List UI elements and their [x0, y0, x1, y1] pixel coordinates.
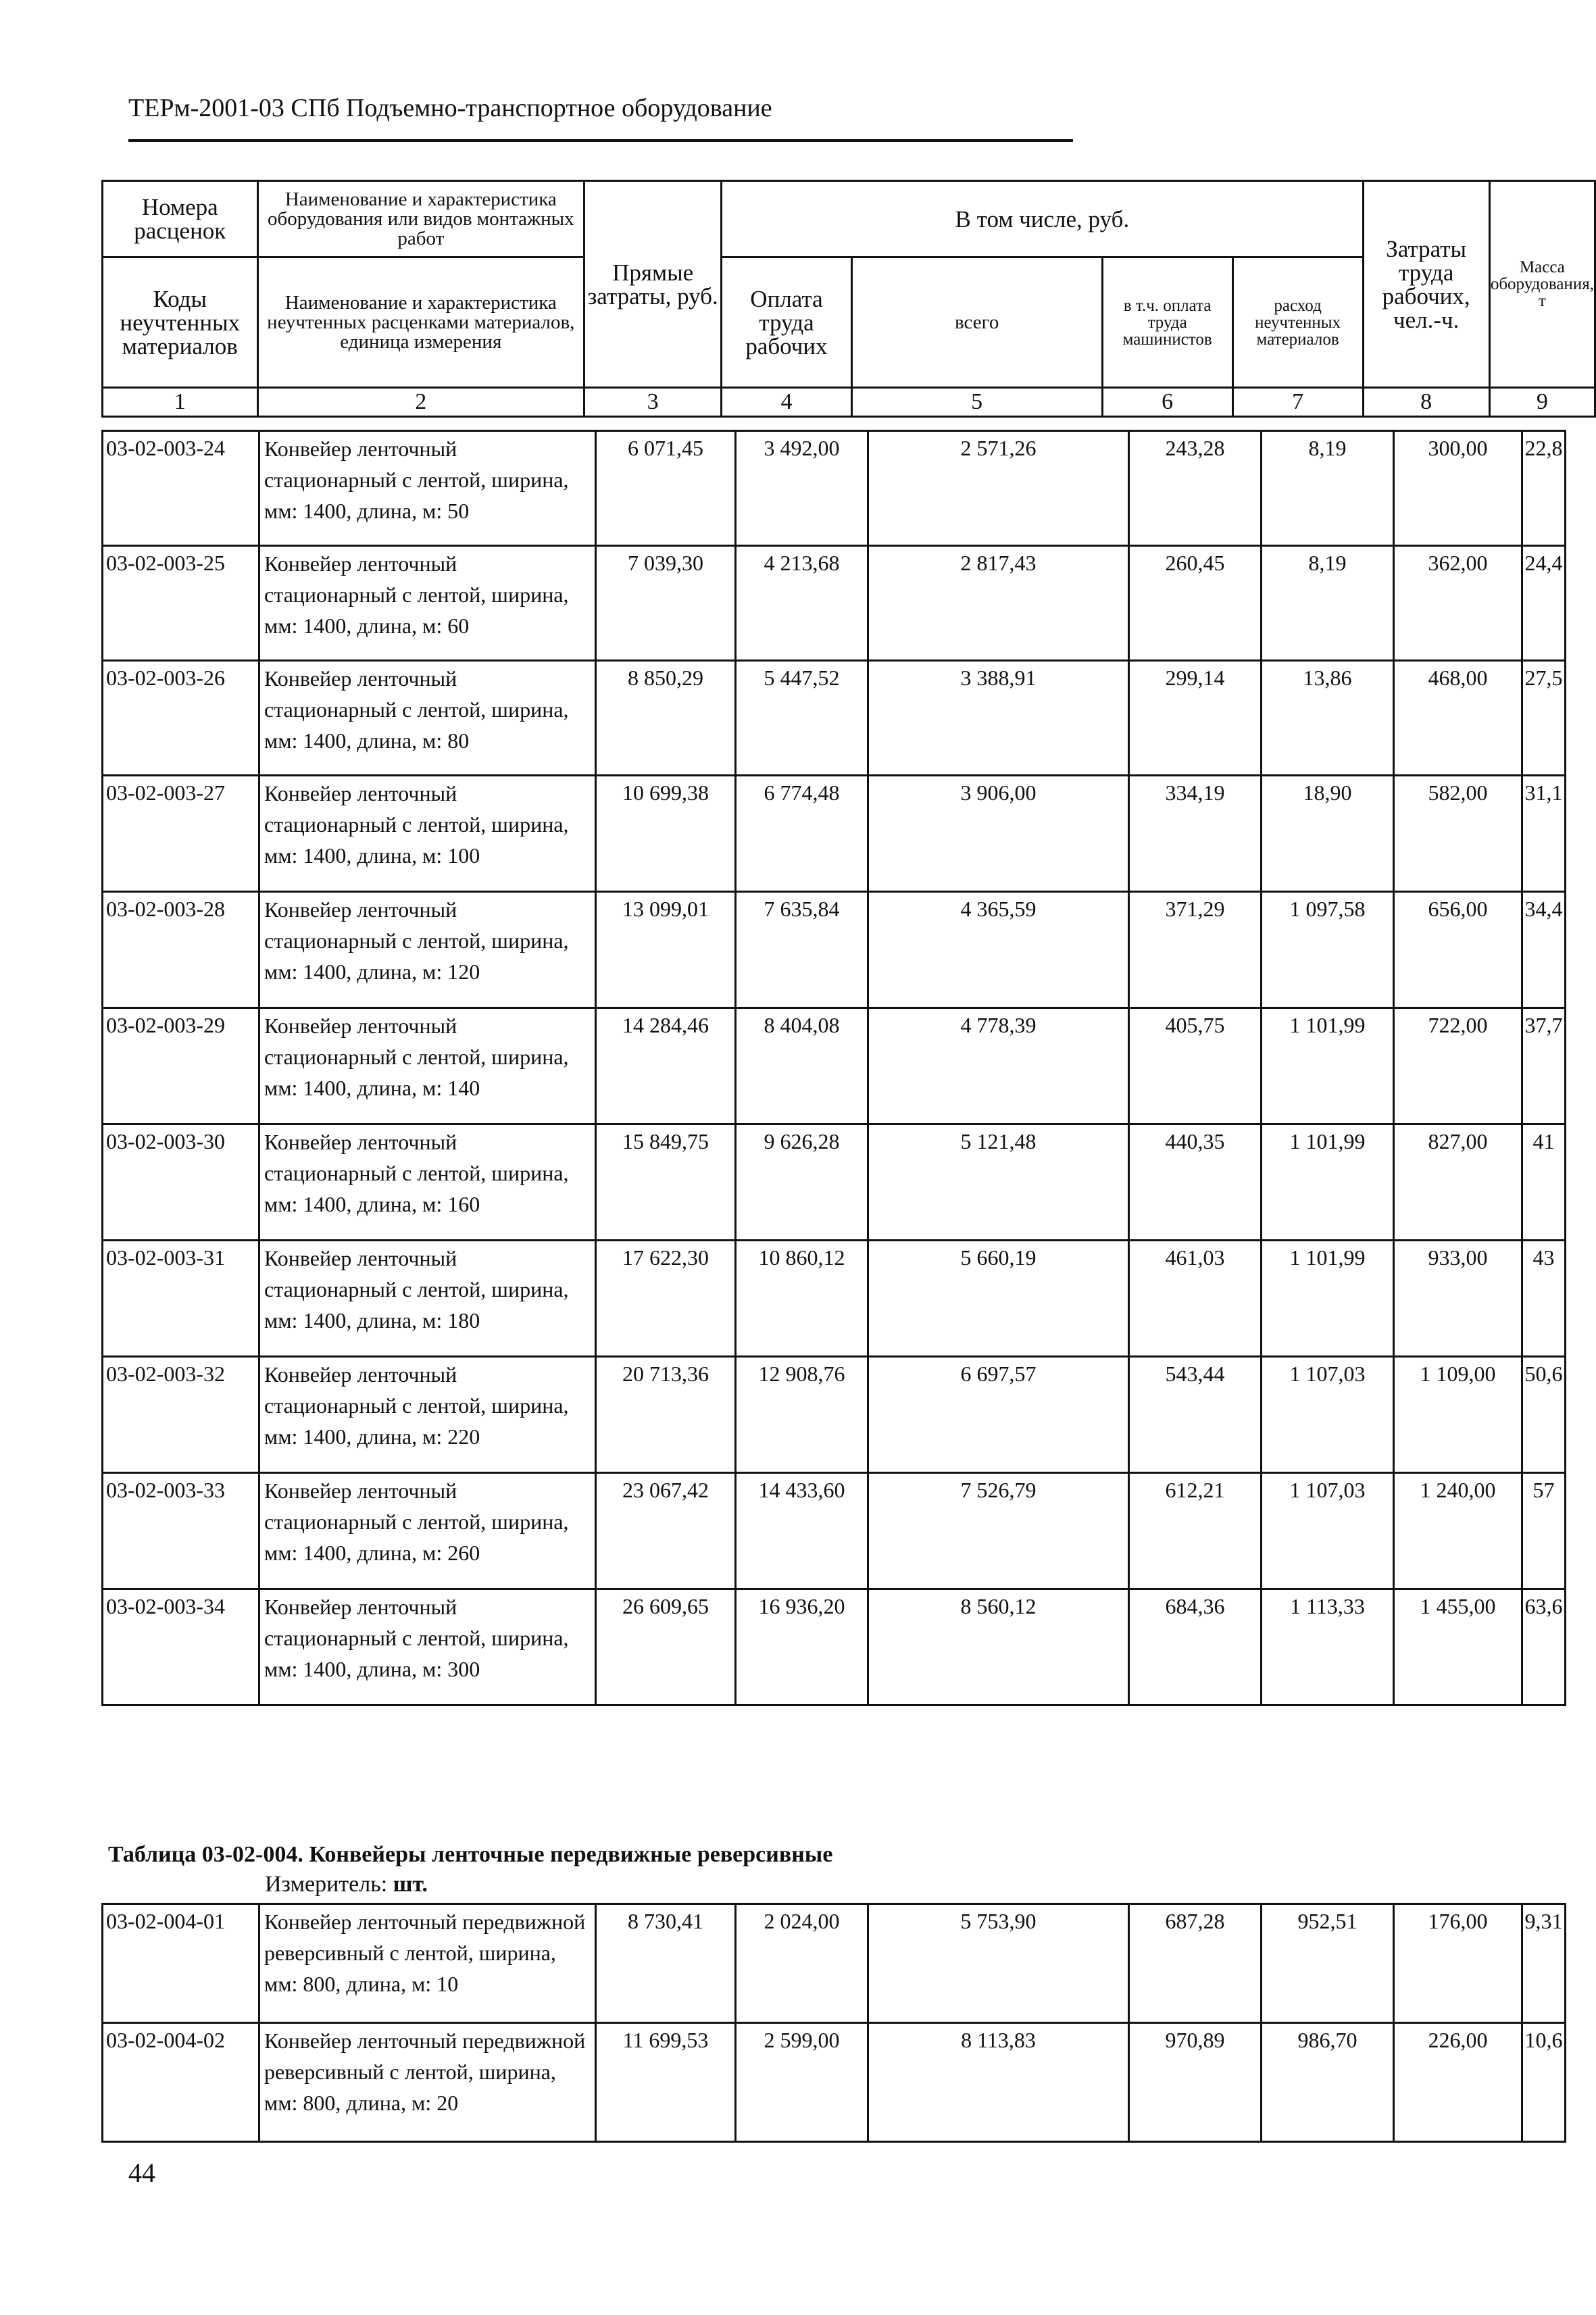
operators-pay: 260,45 — [1129, 546, 1262, 661]
direct-costs: 17 622,30 — [596, 1241, 736, 1357]
rate-description: Конвейер ленточный стационарный с лентой, ширина, мм: 1400, длина, м: 180 — [259, 1241, 596, 1357]
header-col-number: 6 — [1102, 388, 1232, 417]
operators-pay: 405,75 — [1129, 1008, 1262, 1124]
labor-hours: 226,00 — [1394, 2023, 1522, 2142]
title-rule — [128, 139, 1073, 142]
equipment-mass: 31,1 — [1522, 776, 1566, 892]
rate-code: 03-02-003-24 — [103, 431, 259, 546]
table-row — [103, 1008, 1566, 1124]
equipment-mass: 10,6 — [1522, 2023, 1566, 2142]
machines-total: 3 906,00 — [868, 776, 1129, 892]
rate-code: 03-02-003-34 — [103, 1589, 259, 1706]
equipment-mass: 37,7 — [1522, 1008, 1566, 1124]
labor-pay: 9 626,28 — [736, 1124, 868, 1241]
labor-hours: 1 240,00 — [1394, 1473, 1522, 1589]
machines-total: 2 817,43 — [868, 546, 1129, 661]
rate-code: 03-02-003-26 — [103, 661, 259, 776]
labor-pay: 6 774,48 — [736, 776, 868, 892]
header-col-number: 1 — [103, 388, 258, 417]
labor-hours: 582,00 — [1394, 776, 1522, 892]
equipment-mass: 50,6 — [1522, 1357, 1566, 1473]
document-title: ТЕРм-2001-03 СПб Подъемно-транспортное оборудование — [128, 94, 772, 122]
machines-total: 2 571,26 — [868, 431, 1129, 546]
machines-total: 6 697,57 — [868, 1357, 1129, 1473]
labor-hours: 1 455,00 — [1394, 1589, 1522, 1706]
direct-costs: 7 039,30 — [596, 546, 736, 661]
labor-pay: 2 599,00 — [736, 2023, 868, 2142]
materials-cost: 986,70 — [1262, 2023, 1394, 2142]
operators-pay: 970,89 — [1129, 2023, 1262, 2142]
direct-costs: 6 071,45 — [596, 431, 736, 546]
table-row — [103, 1357, 1566, 1473]
table-row — [103, 1241, 1566, 1357]
rate-code: 03-02-003-29 — [103, 1008, 259, 1124]
operators-pay: 371,29 — [1129, 892, 1262, 1008]
equipment-mass: 57 — [1522, 1473, 1566, 1589]
table-row — [103, 892, 1566, 1008]
labor-hours: 933,00 — [1394, 1241, 1522, 1357]
labor-pay: 10 860,12 — [736, 1241, 868, 1357]
direct-costs: 11 699,53 — [596, 2023, 736, 2142]
header-col-number: 4 — [722, 388, 852, 417]
rate-description: Конвейер ленточный передвижной реверсивный с лентой, ширина, мм: 800, длина, м: 20 — [259, 2023, 596, 2142]
rate-code: 03-02-003-25 — [103, 546, 259, 661]
header-labor-pay: Оплата труда рабочих — [722, 257, 852, 388]
rate-code: 03-02-003-32 — [103, 1357, 259, 1473]
labor-hours: 656,00 — [1394, 892, 1522, 1008]
table-row — [103, 2023, 1566, 2142]
operators-pay: 299,14 — [1129, 661, 1262, 776]
unit-value: шт. — [393, 1872, 428, 1897]
table-row — [103, 1124, 1566, 1241]
operators-pay: 440,35 — [1129, 1124, 1262, 1241]
table-caption: Таблица 03-02-004. Конвейеры ленточные передвижные реверсивные — [108, 1842, 833, 1867]
machines-total: 7 526,79 — [868, 1473, 1129, 1589]
header-including-group: В том числе, руб. — [722, 181, 1363, 257]
rates-table-003 — [101, 430, 1566, 1706]
machines-total: 4 778,39 — [868, 1008, 1129, 1124]
materials-cost: 8,19 — [1262, 546, 1394, 661]
header-col-number: 9 — [1489, 388, 1595, 417]
materials-cost: 1 107,03 — [1262, 1357, 1394, 1473]
labor-pay: 14 433,60 — [736, 1473, 868, 1589]
equipment-mass: 27,5 — [1522, 661, 1566, 776]
rate-code: 03-02-003-30 — [103, 1124, 259, 1241]
direct-costs: 8 730,41 — [596, 1904, 736, 2023]
direct-costs: 10 699,38 — [596, 776, 736, 892]
rates-table-004 — [101, 1903, 1566, 2143]
table-row — [103, 1473, 1566, 1589]
rate-description: Конвейер ленточный стационарный с лентой, ширина, мм: 1400, длина, м: 300 — [259, 1589, 596, 1706]
machines-total: 3 388,91 — [868, 661, 1129, 776]
rate-description: Конвейер ленточный стационарный с лентой, ширина, мм: 1400, длина, м: 260 — [259, 1473, 596, 1589]
labor-pay: 4 213,68 — [736, 546, 868, 661]
table-row — [103, 1589, 1566, 1706]
table-row — [103, 546, 1566, 661]
rate-description: Конвейер ленточный стационарный с лентой, ширина, мм: 1400, длина, м: 140 — [259, 1008, 596, 1124]
machines-total: 5 121,48 — [868, 1124, 1129, 1241]
rate-description: Конвейер ленточный стационарный с лентой, ширина, мм: 1400, длина, м: 160 — [259, 1124, 596, 1241]
direct-costs: 13 099,01 — [596, 892, 736, 1008]
equipment-mass: 22,8 — [1522, 431, 1566, 546]
header-material-names: Наименование и характеристика неучтенных расценками материалов, единица измерения — [257, 257, 584, 388]
rate-code: 03-02-004-02 — [103, 2023, 259, 2142]
materials-cost: 1 113,33 — [1262, 1589, 1394, 1706]
operators-pay: 461,03 — [1129, 1241, 1262, 1357]
unit-label: Измеритель: — [265, 1872, 388, 1897]
table-row — [103, 776, 1566, 892]
header-work-name: Наименование и характеристика оборудования или видов монтажных работ — [257, 181, 584, 257]
header-materials-use: расход неучтенных материалов — [1232, 257, 1363, 388]
rate-description: Конвейер ленточный стационарный с лентой, ширина, мм: 1400, длина, м: 50 — [259, 431, 596, 546]
rate-description: Конвейер ленточный стационарный с лентой, ширина, мм: 1400, длина, м: 80 — [259, 661, 596, 776]
rate-description: Конвейер ленточный стационарный с лентой, ширина, мм: 1400, длина, м: 120 — [259, 892, 596, 1008]
labor-hours: 827,00 — [1394, 1124, 1522, 1241]
materials-cost: 18,90 — [1262, 776, 1394, 892]
header-col-number: 7 — [1232, 388, 1363, 417]
header-mass: Масса оборудования, т — [1489, 181, 1595, 388]
machines-total: 5 660,19 — [868, 1241, 1129, 1357]
labor-hours: 722,00 — [1394, 1008, 1522, 1124]
operators-pay: 612,21 — [1129, 1473, 1262, 1589]
header-col-number: 3 — [584, 388, 722, 417]
operators-pay: 243,28 — [1129, 431, 1262, 546]
materials-cost: 952,51 — [1262, 1904, 1394, 2023]
equipment-mass: 43 — [1522, 1241, 1566, 1357]
labor-pay: 5 447,52 — [736, 661, 868, 776]
rate-code: 03-02-003-28 — [103, 892, 259, 1008]
header-operators-pay: в т.ч. оплата труда машинистов — [1102, 257, 1232, 388]
rate-description: Конвейер ленточный стационарный с лентой, ширина, мм: 1400, длина, м: 220 — [259, 1357, 596, 1473]
unit-line — [265, 1872, 428, 1897]
equipment-mass: 34,4 — [1522, 892, 1566, 1008]
labor-pay: 7 635,84 — [736, 892, 868, 1008]
machines-total: 8 113,83 — [868, 2023, 1129, 2142]
rate-code: 03-02-004-01 — [103, 1904, 259, 2023]
header-material-codes: Коды неучтенных материалов — [103, 257, 258, 388]
equipment-mass: 63,6 — [1522, 1589, 1566, 1706]
rate-code: 03-02-003-31 — [103, 1241, 259, 1357]
labor-hours: 362,00 — [1394, 546, 1522, 661]
labor-hours: 300,00 — [1394, 431, 1522, 546]
header-rate-numbers: Номера расценок — [103, 181, 258, 257]
table-row — [103, 431, 1566, 546]
header-labor-hours: Затраты труда рабочих, чел.-ч. — [1363, 181, 1489, 388]
operators-pay: 687,28 — [1129, 1904, 1262, 2023]
labor-pay: 8 404,08 — [736, 1008, 868, 1124]
direct-costs: 14 284,46 — [596, 1008, 736, 1124]
header-table — [101, 180, 1596, 418]
header-col-number: 8 — [1363, 388, 1489, 417]
operators-pay: 684,36 — [1129, 1589, 1262, 1706]
materials-cost: 1 097,58 — [1262, 892, 1394, 1008]
materials-cost: 1 101,99 — [1262, 1124, 1394, 1241]
header-col-number: 2 — [257, 388, 584, 417]
rate-description: Конвейер ленточный стационарный с лентой, ширина, мм: 1400, длина, м: 100 — [259, 776, 596, 892]
labor-hours: 468,00 — [1394, 661, 1522, 776]
materials-cost: 13,86 — [1262, 661, 1394, 776]
page-number: 44 — [128, 2158, 155, 2188]
operators-pay: 334,19 — [1129, 776, 1262, 892]
equipment-mass: 24,4 — [1522, 546, 1566, 661]
machines-total: 8 560,12 — [868, 1589, 1129, 1706]
labor-pay: 2 024,00 — [736, 1904, 868, 2023]
materials-cost: 1 101,99 — [1262, 1241, 1394, 1357]
rate-code: 03-02-003-33 — [103, 1473, 259, 1589]
labor-pay: 16 936,20 — [736, 1589, 868, 1706]
machines-total: 5 753,90 — [868, 1904, 1129, 2023]
table-row — [103, 661, 1566, 776]
labor-hours: 1 109,00 — [1394, 1357, 1522, 1473]
rate-description: Конвейер ленточный передвижной реверсивный с лентой, ширина, мм: 800, длина, м: 10 — [259, 1904, 596, 2023]
direct-costs: 23 067,42 — [596, 1473, 736, 1589]
direct-costs: 15 849,75 — [596, 1124, 736, 1241]
rate-code: 03-02-003-27 — [103, 776, 259, 892]
rate-description: Конвейер ленточный стационарный с лентой, ширина, мм: 1400, длина, м: 60 — [259, 546, 596, 661]
operators-pay: 543,44 — [1129, 1357, 1262, 1473]
equipment-mass: 9,31 — [1522, 1904, 1566, 2023]
header-direct-costs: Прямые затраты, руб. — [584, 181, 722, 388]
labor-hours: 176,00 — [1394, 1904, 1522, 2023]
materials-cost: 1 107,03 — [1262, 1473, 1394, 1589]
direct-costs: 26 609,65 — [596, 1589, 736, 1706]
equipment-mass: 41 — [1522, 1124, 1566, 1241]
machines-total: 4 365,59 — [868, 892, 1129, 1008]
header-machines-total: всего — [851, 257, 1102, 388]
materials-cost: 8,19 — [1262, 431, 1394, 546]
direct-costs: 8 850,29 — [596, 661, 736, 776]
table-row — [103, 1904, 1566, 2023]
materials-cost: 1 101,99 — [1262, 1008, 1394, 1124]
direct-costs: 20 713,36 — [596, 1357, 736, 1473]
labor-pay: 3 492,00 — [736, 431, 868, 546]
header-col-number: 5 — [851, 388, 1102, 417]
labor-pay: 12 908,76 — [736, 1357, 868, 1473]
